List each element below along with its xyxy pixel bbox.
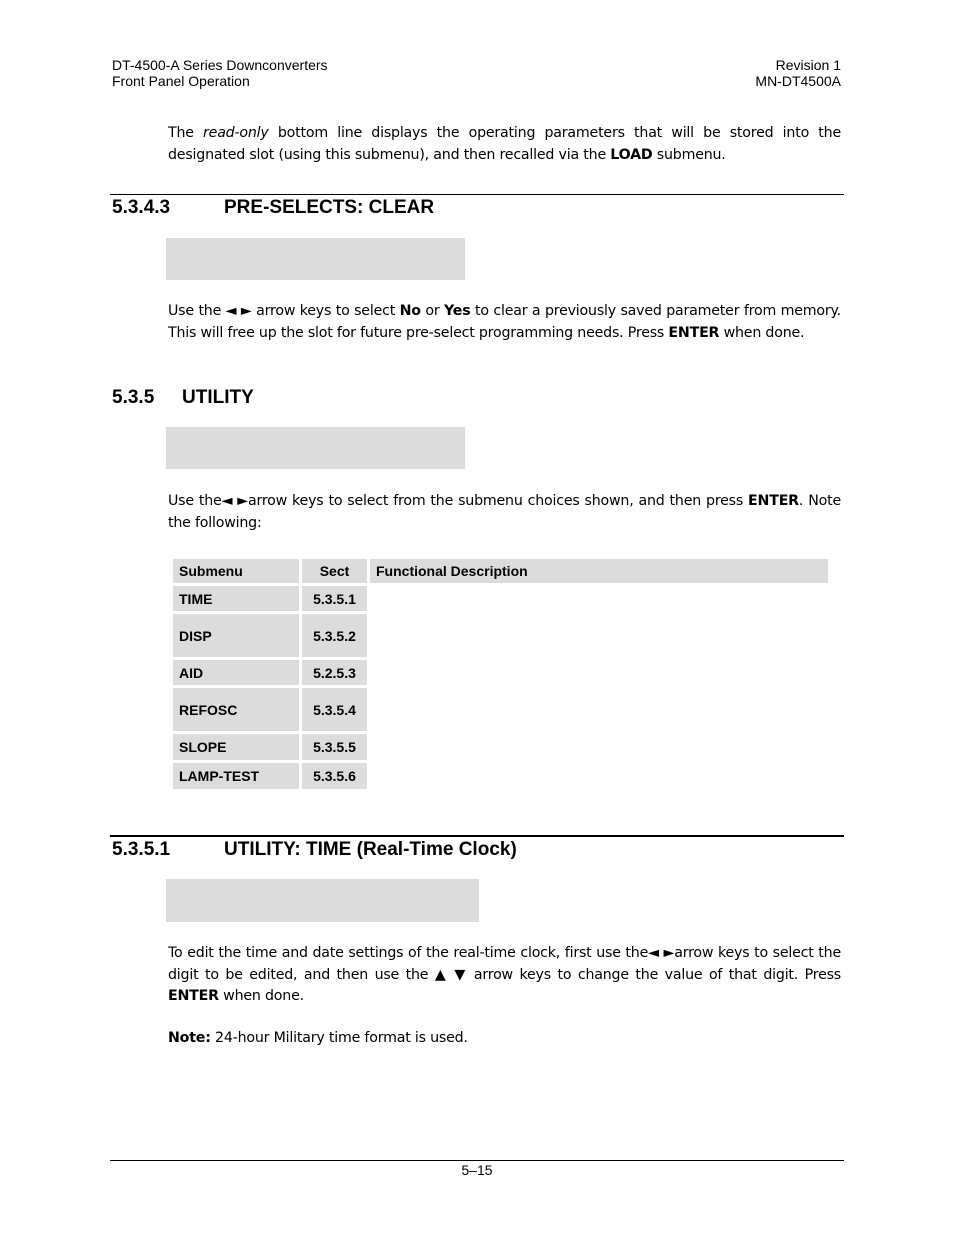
text: To edit the time and date settings of the real-time clock, first use the◄ ►arrow keys to select the digit to be edited, and then use the ▲ ▼ arrow keys to change the value of that digit. Press <box>168 945 841 983</box>
table-row <box>173 660 828 685</box>
section-number: 5.3.4.3 <box>112 197 171 218</box>
cell-description <box>370 614 828 657</box>
intro-text-a: The <box>168 125 204 141</box>
page-number: 5–15 <box>461 1162 493 1178</box>
cell-description <box>370 660 828 685</box>
col-header-submenu: Submenu <box>173 559 299 583</box>
cell-sect: 5.3.5.1 <box>302 586 367 611</box>
time-note <box>168 1028 841 1050</box>
col-header-description: Functional Description <box>370 559 828 583</box>
intro-paragraph <box>168 123 841 166</box>
section-title: UTILITY <box>182 387 254 408</box>
header-right <box>755 57 841 89</box>
footer-rule <box>110 1160 844 1161</box>
enter-key: ENTER <box>748 493 799 509</box>
intro-text-b: bottom line displays the operating parameters that will be stored into the designated slot (using this submenu), and then recalled via the <box>168 125 841 163</box>
lcd-display-preselects-clear <box>166 238 465 280</box>
header-doc-title: DT-4500-A Series Downconverters <box>112 57 328 73</box>
cell-sect: 5.2.5.3 <box>302 660 367 685</box>
utility-paragraph <box>168 491 841 534</box>
enter-key: ENTER <box>168 988 219 1004</box>
text: to clear a previously saved parameter from memory. This will free up the slot for future pre-select programming needs. Press <box>168 303 841 341</box>
header-revision: Revision 1 <box>775 57 841 73</box>
table-header-row <box>173 559 828 583</box>
cell-submenu: LAMP-TEST <box>173 763 299 789</box>
preselects-clear-paragraph <box>168 301 841 344</box>
cell-submenu: AID <box>173 660 299 685</box>
note-label: Note: <box>168 1030 211 1046</box>
text: Use the ◄ ► arrow keys to select <box>168 303 400 319</box>
section-number: 5.3.5 <box>112 387 155 408</box>
cell-submenu: REFOSC <box>173 688 299 731</box>
utility-submenu-table <box>170 556 831 792</box>
header-chapter-title: Front Panel Operation <box>112 73 250 89</box>
table-row <box>173 586 828 611</box>
cell-description <box>370 734 828 760</box>
section-title: UTILITY: TIME (Real-Time Clock) <box>224 839 517 860</box>
intro-text-c: submenu. <box>652 146 726 163</box>
time-paragraph <box>168 943 841 1008</box>
lcd-display-time <box>166 879 479 922</box>
cell-sect: 5.3.5.6 <box>302 763 367 789</box>
table-row <box>173 763 828 789</box>
section-number: 5.3.5.1 <box>112 839 171 860</box>
header-manual-number: MN-DT4500A <box>755 73 841 89</box>
option-no: No <box>399 303 421 319</box>
header-left <box>112 57 328 89</box>
text: when done. <box>218 988 304 1004</box>
table-row <box>173 734 828 760</box>
cell-description <box>370 763 828 789</box>
intro-bold: LOAD <box>610 146 653 163</box>
table-row <box>173 614 828 657</box>
text: Use the◄ ►arrow keys to select from the submenu choices shown, and then press <box>168 493 749 509</box>
section-title: PRE-SELECTS: CLEAR <box>224 197 435 218</box>
note-text: 24-hour Military time format is used. <box>210 1030 468 1046</box>
cell-submenu: TIME <box>173 586 299 611</box>
cell-description <box>370 688 828 731</box>
cell-submenu: SLOPE <box>173 734 299 760</box>
option-yes: Yes <box>444 303 471 319</box>
col-header-sect: Sect <box>302 559 367 583</box>
intro-italic: read-only <box>203 125 269 141</box>
text: or <box>420 303 445 319</box>
lcd-display-utility <box>166 427 465 469</box>
cell-submenu: DISP <box>173 614 299 657</box>
table-row <box>173 688 828 731</box>
cell-sect: 5.3.5.5 <box>302 734 367 760</box>
section-rule <box>110 835 844 837</box>
enter-key: ENTER <box>668 324 720 341</box>
cell-sect: 5.3.5.2 <box>302 614 367 657</box>
cell-sect: 5.3.5.4 <box>302 688 367 731</box>
text: . Note the following: <box>168 493 841 531</box>
text: when done. <box>719 324 805 341</box>
section-rule <box>110 194 844 195</box>
cell-description <box>370 586 828 611</box>
